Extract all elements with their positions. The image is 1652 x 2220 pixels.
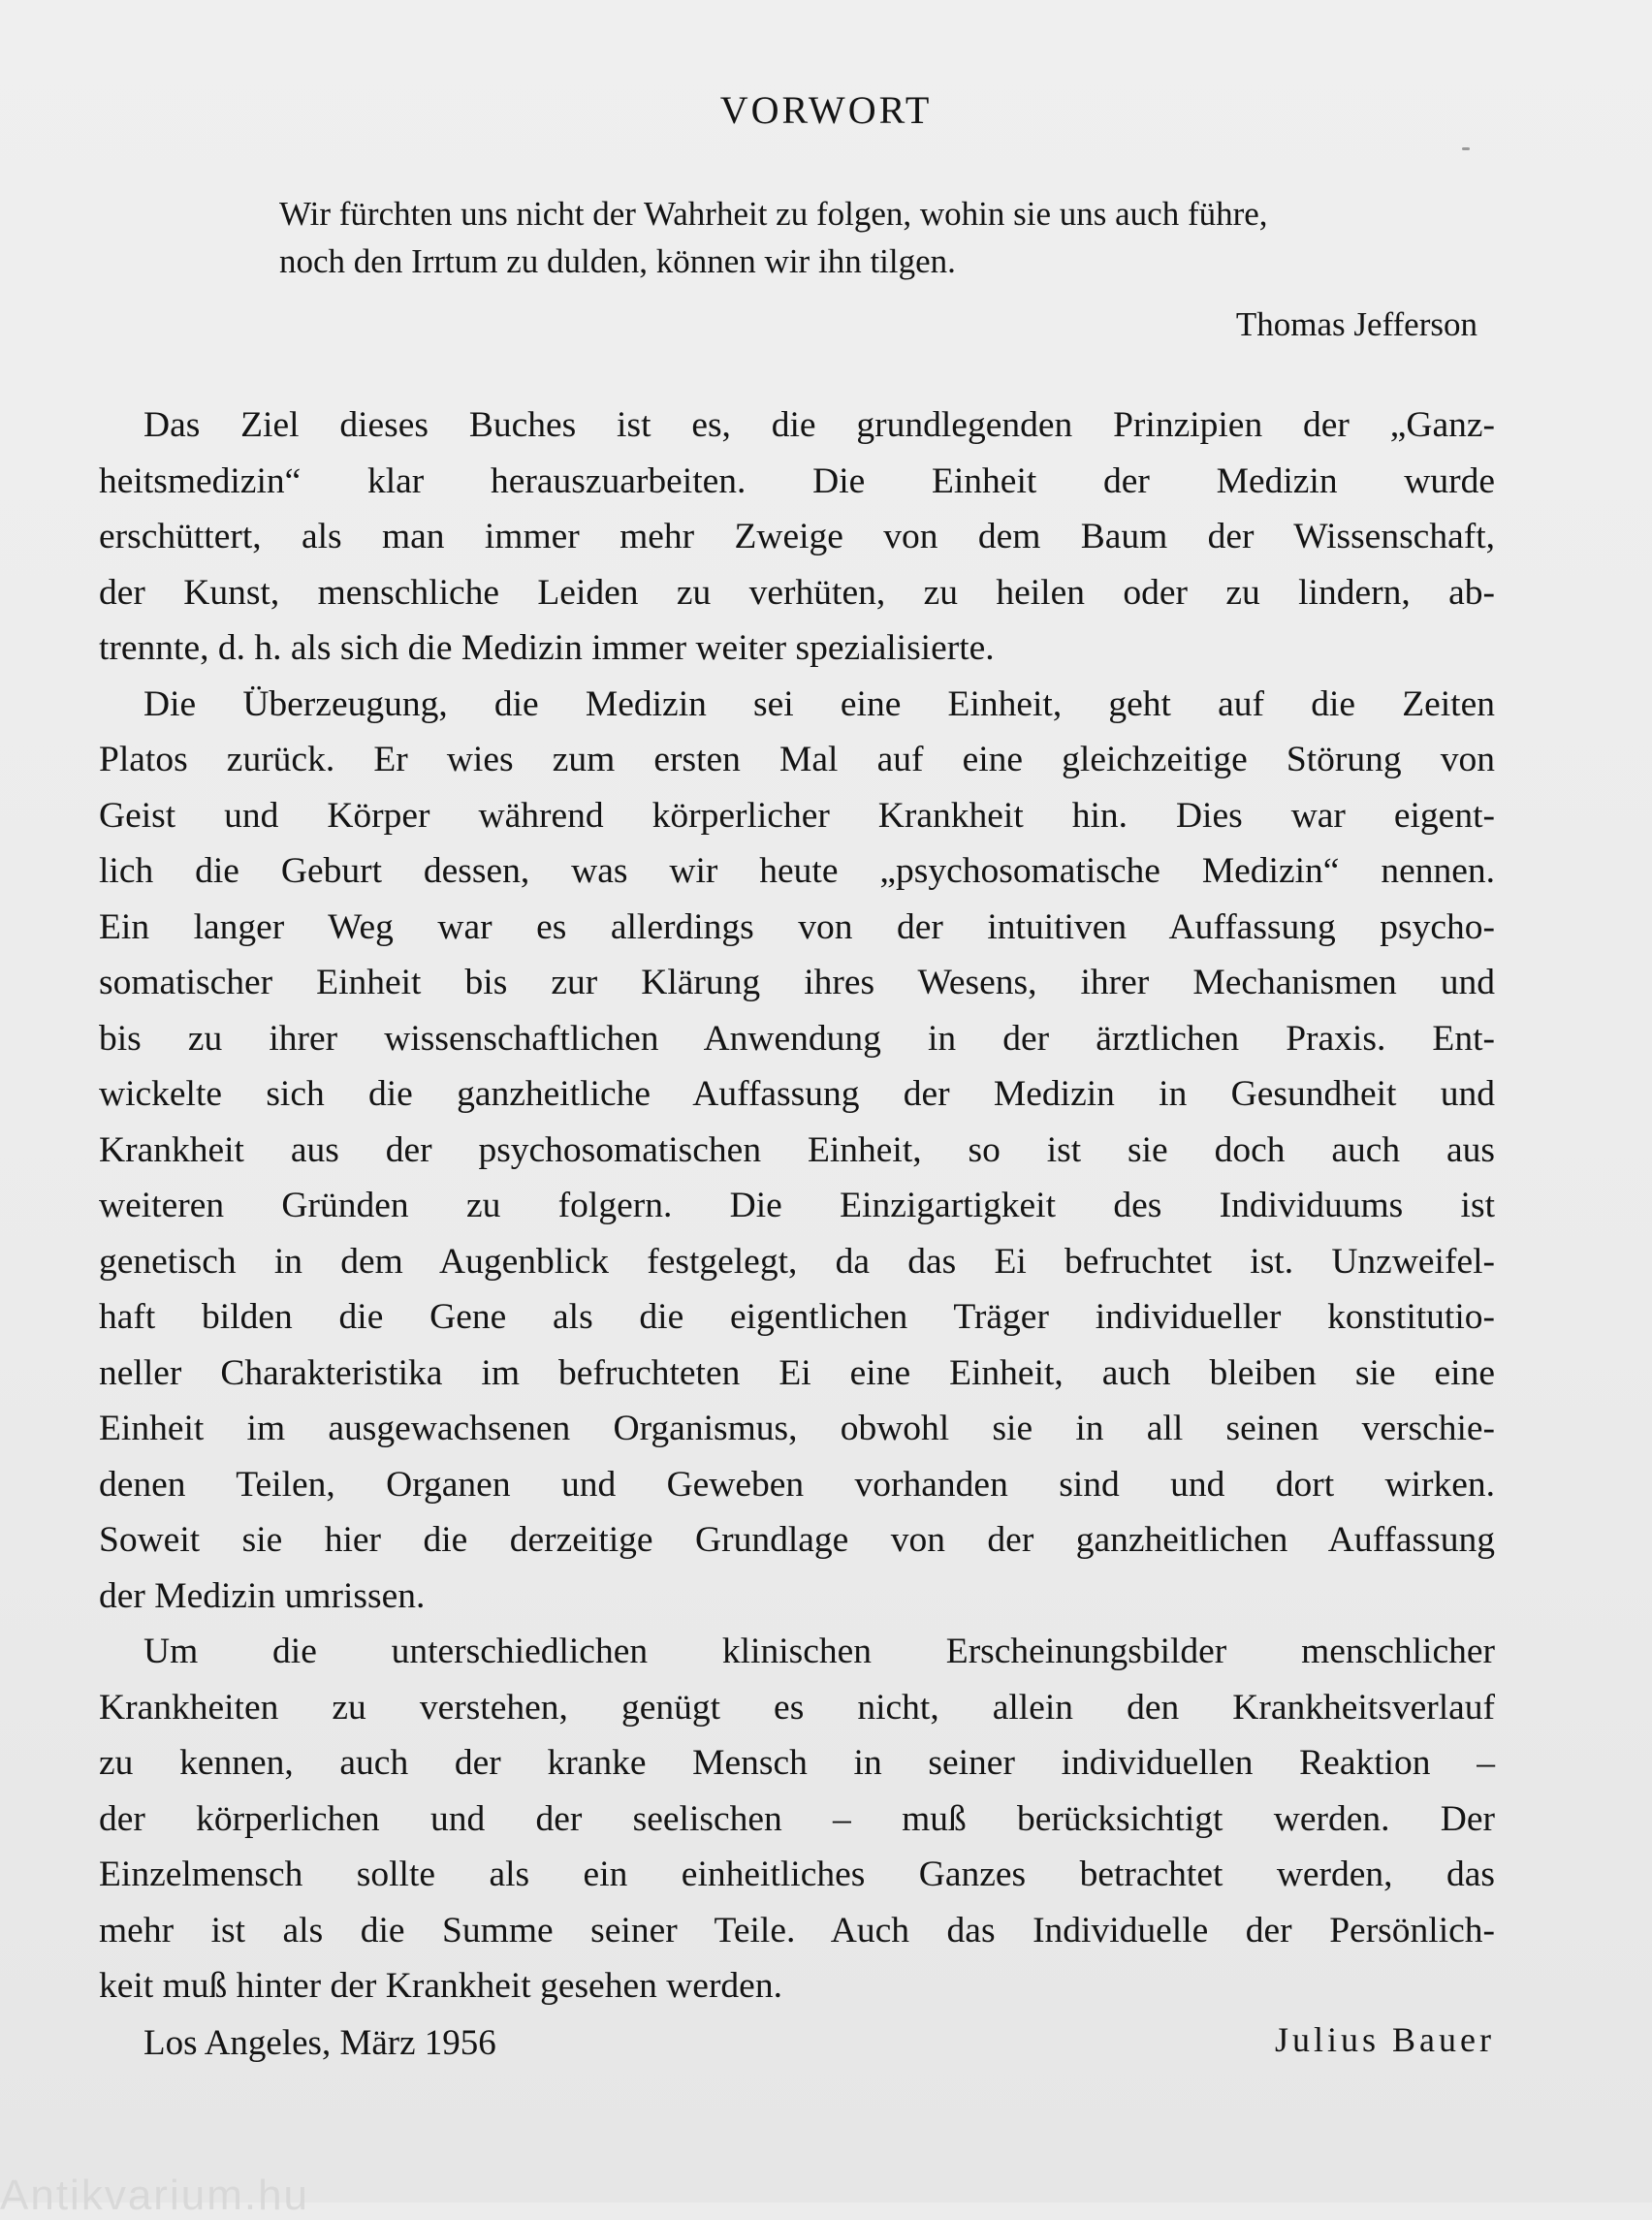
text-line: haft bilden die Gene als die eigentlichen Träger individueller konstitutio- — [99, 1297, 1495, 1337]
text-line: Das Ziel dieses Buches ist es, die grundlegenden Prinzipien der „Ganz- — [143, 405, 1495, 445]
epigraph-author: Thomas Jefferson — [1235, 305, 1477, 343]
text-line: genetisch in dem Augenblick festgelegt, da das Ei befruchtet ist. Unzweifel- — [99, 1241, 1495, 1282]
text-line: Um die unterschiedlichen klinischen Erscheinungsbilder menschlicher — [143, 1632, 1495, 1671]
text-line: Soweit sie hier die derzeitige Grundlage von der ganzheitlichen Auffassung — [99, 1520, 1495, 1560]
epigraph-line: Wir fürchten uns nicht der Wahrheit zu folgen, wohin sie uns auch führe, — [279, 195, 1268, 233]
epigraph-line: noch den Irrtum zu dulden, können wir ihn tilgen. — [279, 242, 956, 280]
text-line: heitsmedizin“ klar herauszuarbeiten. Die Einheit der Medizin wurde — [99, 460, 1495, 501]
text-line: Einzelmensch sollte als ein einheitliches Ganzes betrachtet werden, das — [99, 1855, 1495, 1894]
text-line: der Medizin umrissen. — [99, 1575, 426, 1616]
text-line: neller Charakteristika im befruchteten Ei eine Einheit, auch bleiben sie eine — [99, 1352, 1495, 1393]
text-line: wickelte sich die ganzheitliche Auffassung der Medizin in Gesundheit und — [99, 1074, 1495, 1114]
text-line: somatischer Einheit bis zur Klärung ihres Wesens, ihrer Mechanismen und — [99, 963, 1495, 1002]
text-line: bis zu ihrer wissenschaftlichen Anwendung in der ärztlichen Praxis. Ent- — [99, 1018, 1495, 1059]
text-line: Geist und Körper während körperlicher Krankheit hin. Dies war eigent- — [99, 795, 1495, 836]
text-line: Ein langer Weg war es allerdings von der intuitiven Auffassung psycho- — [99, 906, 1495, 947]
text-line: der körperlichen und der seelischen – muß berücksichtigt werden. Der — [99, 1798, 1495, 1839]
place-date: Los Angeles, März 1956 — [143, 2023, 496, 2063]
text-line: der Kunst, menschliche Leiden zu verhüten, zu heilen oder zu lindern, ab- — [99, 572, 1495, 613]
epigraph — [279, 190, 1481, 285]
text-line: Die Überzeugung, die Medizin sei eine Einheit, geht auf die Zeiten — [143, 683, 1495, 724]
text-line: Krankheit aus der psychosomatischen Einheit, so ist sie doch auch aus — [99, 1129, 1495, 1170]
text-line: mehr ist als die Summe seiner Teile. Auch das Individuelle der Persönlich- — [99, 1910, 1495, 1950]
paper-speck — [1462, 147, 1470, 150]
text-line: Krankheiten zu verstehen, genügt es nicht, allein den Krankheitsverlauf — [99, 1687, 1495, 1728]
page-title: VORWORT — [719, 88, 933, 132]
text-line: zu kennen, auch der kranke Mensch in seiner individuellen Reaktion – — [99, 1743, 1495, 1783]
text-line: keit muß hinter der Krankheit gesehen werden. — [99, 1966, 782, 2006]
text-line: lich die Geburt dessen, was wir heute „psychosomatische Medizin“ nennen. — [99, 851, 1495, 891]
watermark: Antikvarium.hu — [0, 2172, 310, 2219]
text-line: Einheit im ausgewachsenen Organismus, obwohl sie in all seinen verschie- — [99, 1409, 1495, 1448]
text-line: trennte, d. h. als sich die Medizin immer weiter spezialisierte. — [99, 628, 995, 668]
text-line: erschüttert, als man immer mehr Zweige von dem Baum der Wissenschaft, — [99, 517, 1495, 556]
text-line: weiteren Gründen zu folgern. Die Einzigartigkeit des Individuums ist — [99, 1186, 1495, 1225]
text-line: denen Teilen, Organen und Geweben vorhanden sind und dort wirken. — [99, 1464, 1495, 1505]
text-line: Platos zurück. Er wies zum ersten Mal auf eine gleichzeitige Störung von — [99, 740, 1495, 779]
author-signature: Julius Bauer — [1275, 2020, 1495, 2059]
preface-body — [99, 397, 1495, 2014]
